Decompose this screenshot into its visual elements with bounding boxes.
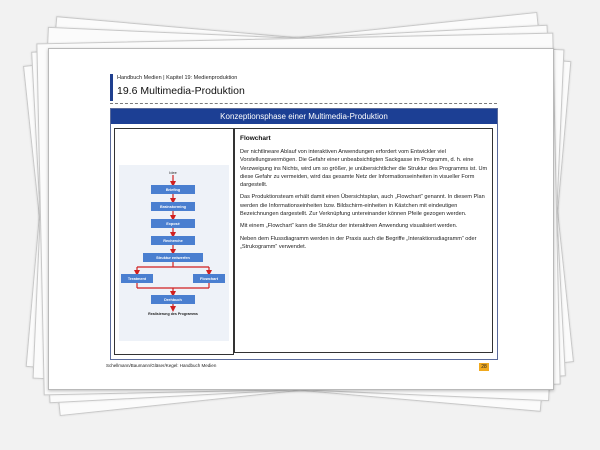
- paragraph: Das Produktionsteam erhält damit einen Übersichtsplan, auch „Flowchart“ genannt. In diesem Plan werden die Informationseinheiten bzw. Bildschirm-einheiten in Kästchen mit eindeutigen Bezeichnungen dargestellt. Zur Verknüpfung untereinander können Pfeile gezogen werden.: [240, 194, 485, 218]
- flowchart-step-label: Briefing: [165, 187, 181, 192]
- page-number-badge: 28: [479, 363, 489, 371]
- page-title: 19.6 Multimedia-Produktion: [117, 85, 245, 97]
- header-accent-bar: [110, 74, 113, 101]
- breadcrumb: Handbuch Medien | Kapitel 19: Medienproduktion: [117, 75, 238, 81]
- flowchart-step-label: Brainstorming: [160, 204, 186, 209]
- flowchart-diagram: [115, 129, 233, 354]
- flowchart-branch-label: Flowchart: [200, 276, 218, 281]
- flowchart-step-label: Exposé: [166, 221, 180, 226]
- flowchart-branch-label: Treatment: [127, 276, 147, 281]
- section-heading: Flowchart: [240, 135, 271, 142]
- flowchart-start-label: Idee: [169, 171, 177, 175]
- content-frame: [110, 108, 498, 360]
- slide: [48, 48, 554, 390]
- diagram-panel: [114, 128, 234, 355]
- text-panel: [234, 128, 493, 353]
- flowchart-step-label: Recherche: [163, 238, 183, 243]
- paragraph: Neben dem Flussdiagramm werden in der Praxis auch die Begriffe „Interaktionsdiagramm“ oder „Strukogramm“ verwendet.: [240, 235, 477, 250]
- title-divider: [110, 103, 497, 104]
- paragraph: Mit einem „Flowchart“ kann die Struktur der interaktiven Anwendung visualisiert werden.: [240, 223, 458, 230]
- flowchart-end-label: Realisierung des Programms: [148, 312, 198, 316]
- flowchart-branch-step-label: Struktur entwerfen: [156, 255, 190, 260]
- footer-credit: Schellmann/Baumann/Gläser/Kegel: Handbuch Medien: [106, 363, 217, 368]
- section-band-title: Konzeptionsphase einer Multimedia-Produktion: [111, 109, 497, 124]
- flowchart-merge-step-label: Drehbuch: [164, 297, 182, 302]
- paragraph: Der nichtlineare Ablauf von interaktiven Anwendungen erfordert vom Entwickler viel Vorstellungsvermögen. Die Gefahr einer unbeabsichtigten Sackgasse im Programm, d. h. eine Verzweigung ins Nichts, wird um so größer, je unübersichtlicher die Struktur des Programms ist. Um diese Gefahr zu vermeiden, wird das gesamte Netz der Informationseinheiten in visueller Form dargestellt.: [240, 149, 488, 189]
